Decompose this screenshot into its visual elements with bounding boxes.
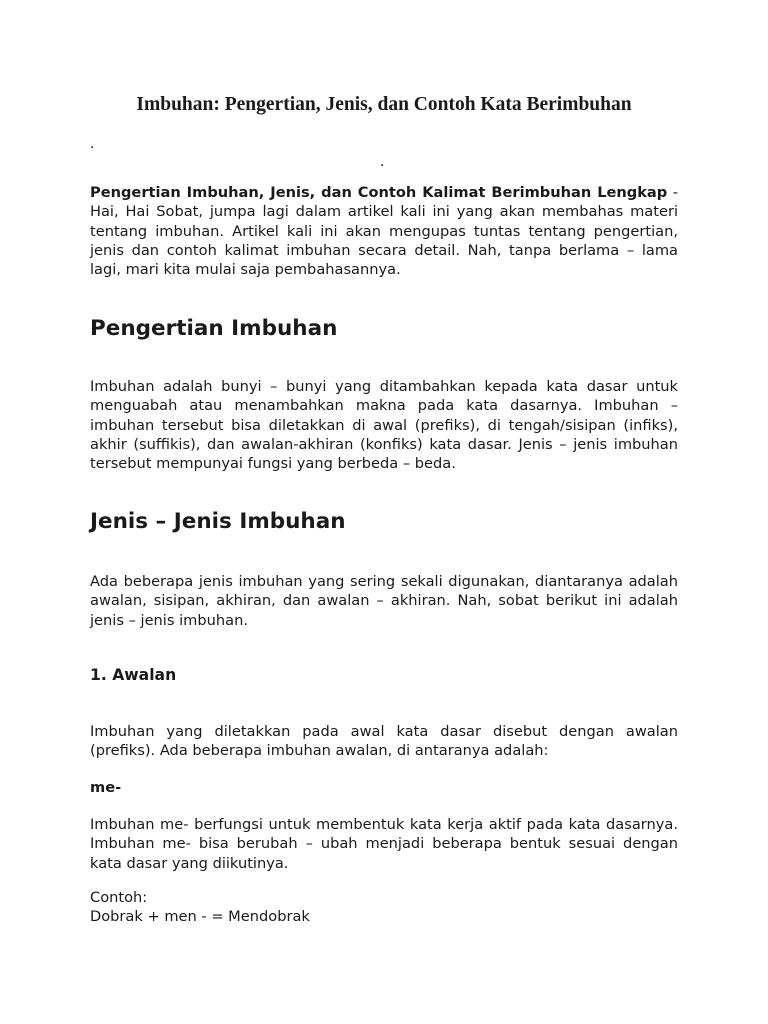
paragraph-me: Imbuhan me- berfungsi untuk membentuk kata kerja aktif pada kata dasarnya. Imbuhan me- bisa berubah – ubah menjadi beberapa bentuk sesuai dengan kata dasar yang diikutinya. bbox=[90, 816, 678, 872]
paragraph-pengertian-imbuhan: Imbuhan adalah bunyi – bunyi yang ditambahkan kepada kata dasar untuk menguabah atau menambahkan makna pada kata dasarnya. Imbuhan – imbuhan tersebut bisa diletakkan di awal (prefiks), di tengah/sisipan (infiks), akhir (suffikis), dan awalan-akhiran (konfiks) kata dasar. Jenis – jenis imbuhan tersebut mempunyai fungsi yang berbeda – beda. bbox=[90, 378, 678, 473]
separator-dot: . bbox=[90, 136, 95, 152]
separator-dot: . bbox=[380, 154, 385, 170]
heading-jenis-imbuhan: Jenis – Jenis Imbuhan bbox=[90, 509, 346, 534]
paragraph-awalan: Imbuhan yang diletakkan pada awal kata dasar disebut dengan awalan (prefiks). Ada beberapa imbuhan awalan, di antaranya adalah: bbox=[90, 723, 678, 760]
intro-text: - Hai, Hai Sobat, jumpa lagi dalam artikel kali ini yang akan membahas materi tentang imbuhan. Artikel kali ini akan mengupas tuntas tentang pengertian, jenis dan contoh kalimat imbuhan secara detail. Nah, tanpa berlama – lama lagi, mari kita mulai saja pembahasannya. bbox=[90, 184, 678, 279]
paragraph-jenis-imbuhan: Ada beberapa jenis imbuhan yang sering sekali digunakan, diantaranya adalah awalan, sisipan, akhiran, dan awalan – akhiran. Nah, sobat berikut ini adalah jenis – jenis imbuhan. bbox=[90, 573, 678, 629]
heading-awalan: 1. Awalan bbox=[90, 666, 177, 684]
intro-lead: Pengertian Imbuhan, Jenis, dan Contoh Kalimat Berimbuhan Lengkap bbox=[90, 184, 668, 201]
intro-paragraph bbox=[90, 183, 678, 279]
heading-pengertian-imbuhan: Pengertian Imbuhan bbox=[90, 316, 338, 341]
contoh-label: Contoh: bbox=[90, 889, 148, 906]
contoh-example: Dobrak + men - = Mendobrak bbox=[90, 908, 310, 925]
heading-me: me- bbox=[90, 779, 122, 796]
document-title: Imbuhan: Pengertian, Jenis, dan Contoh Kata Berimbuhan bbox=[136, 94, 632, 115]
